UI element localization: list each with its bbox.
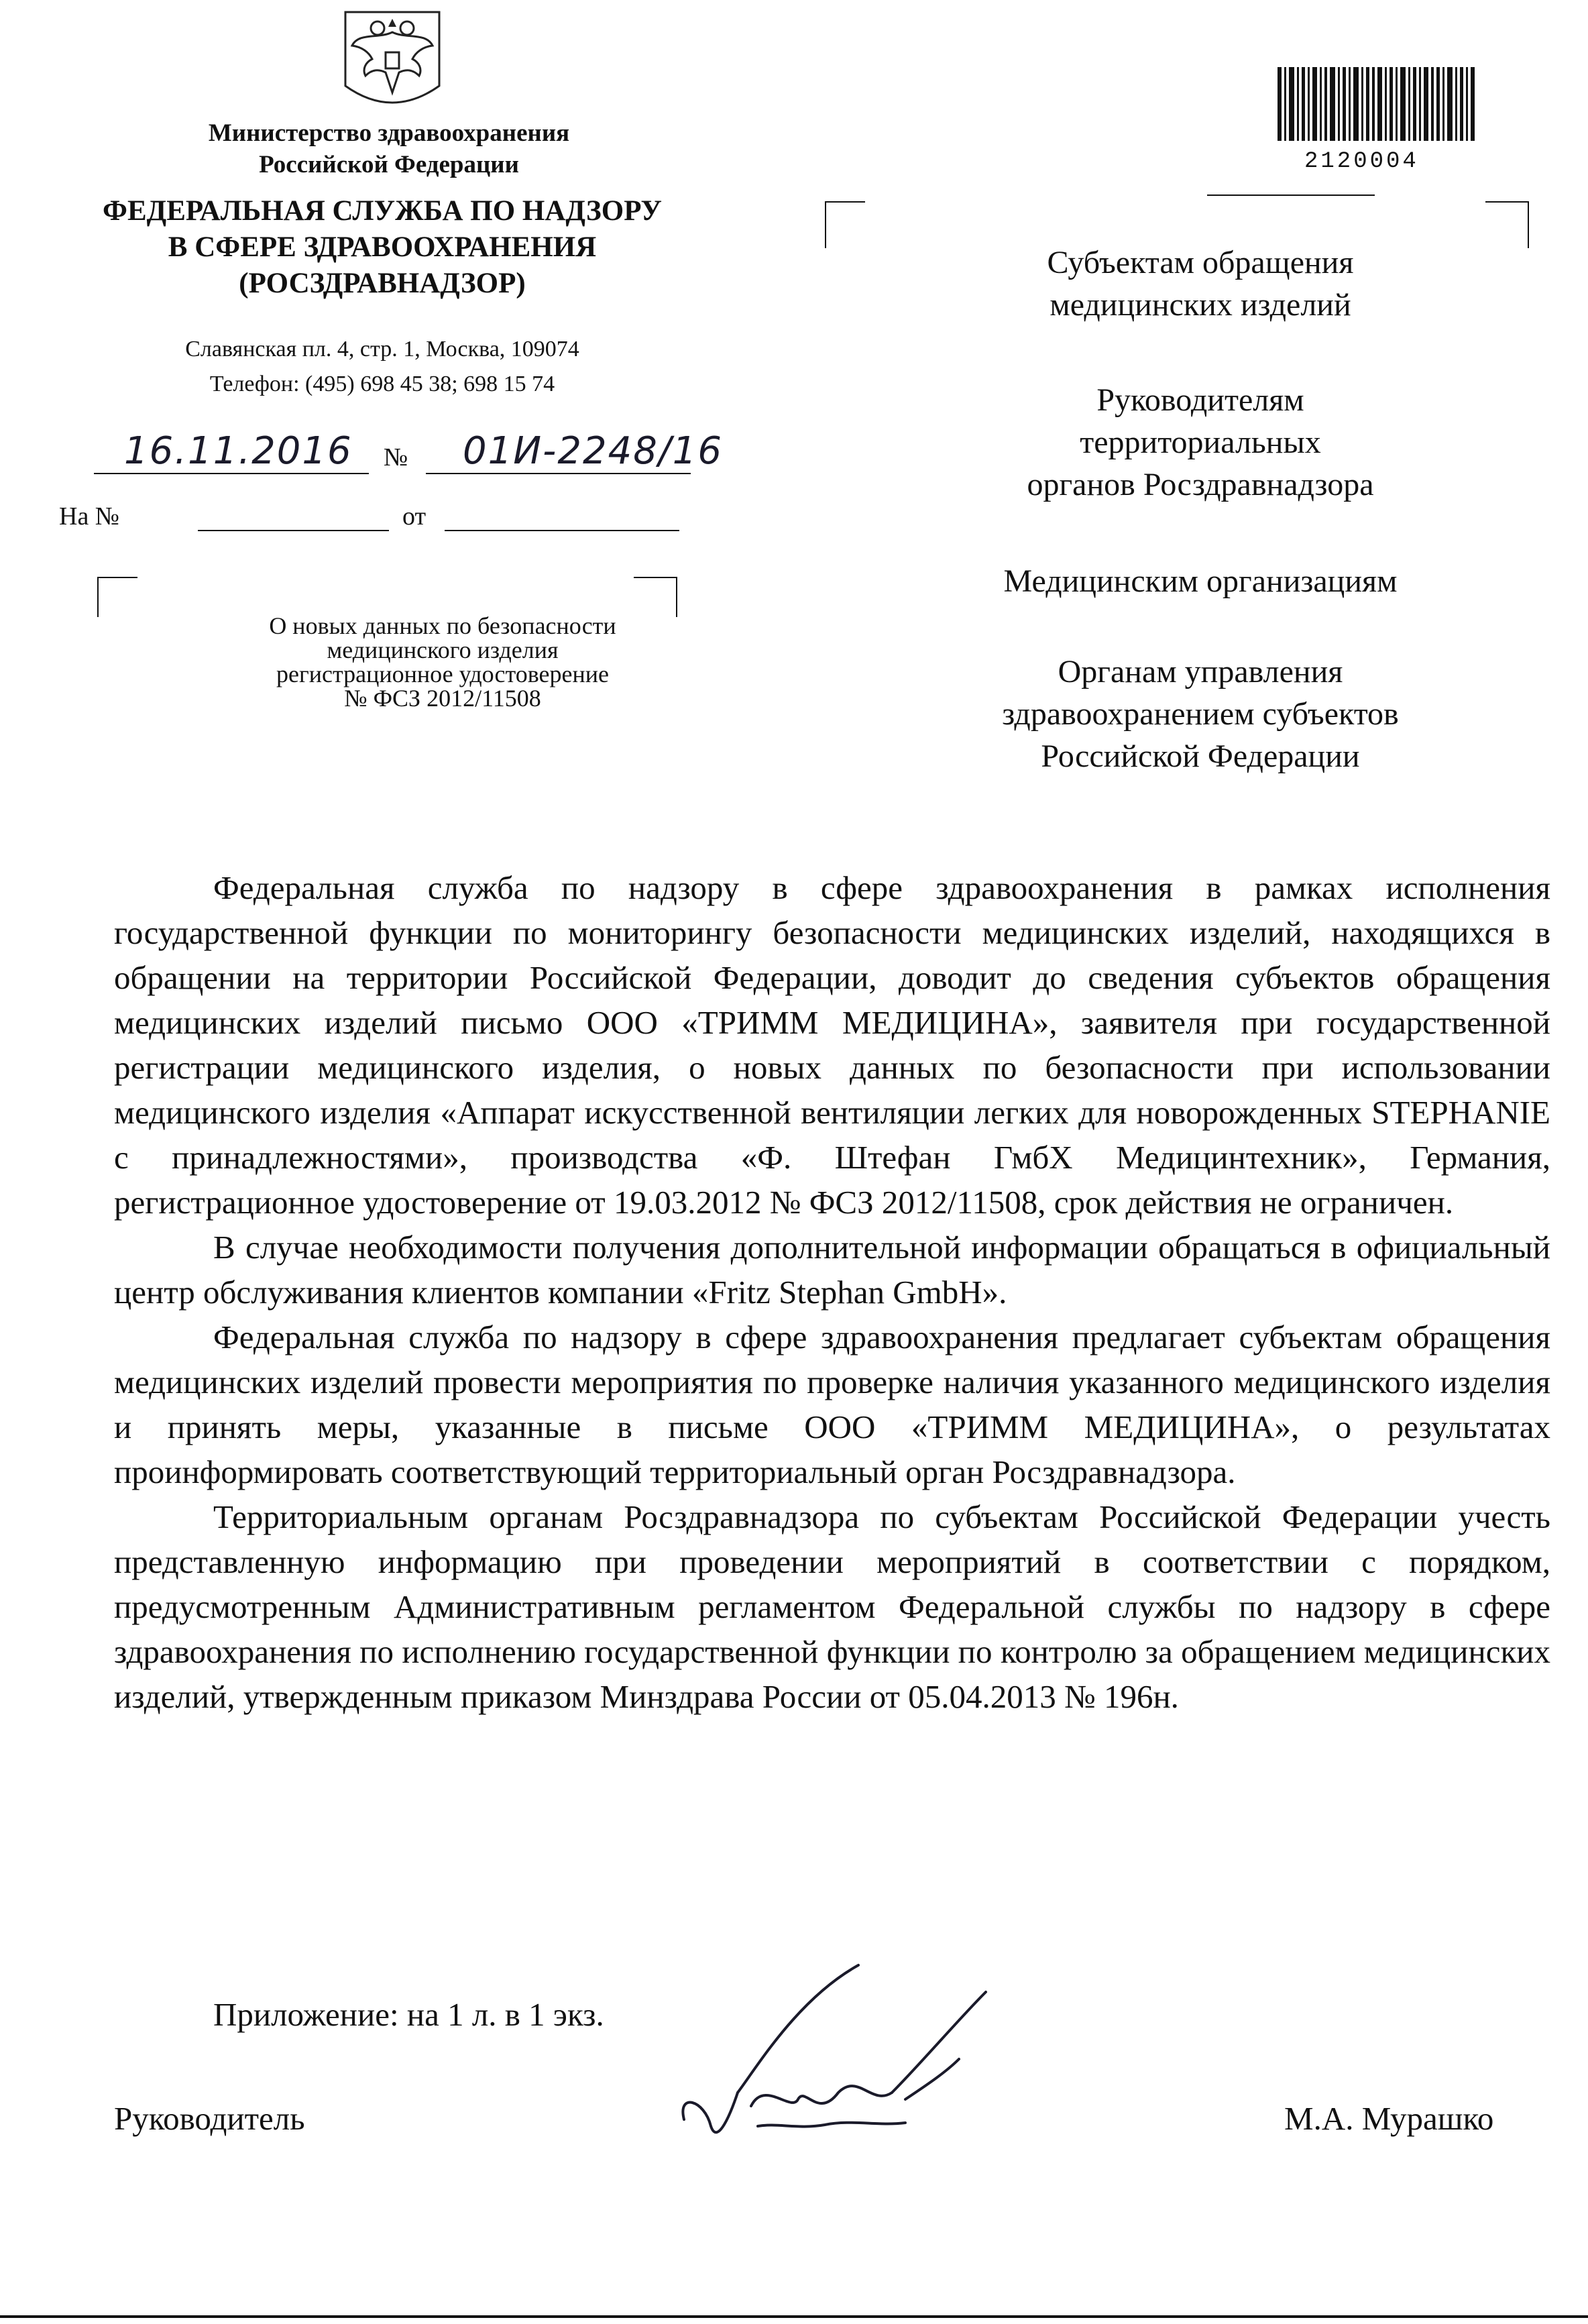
recipient-group-4: Органам управления здравоохранением субъектов Российской Федерации — [1002, 654, 1399, 774]
recipient-top-rule — [1207, 195, 1375, 196]
recipient-bracket-top-right — [1485, 201, 1529, 203]
body-paragraph-4: Территориальным органам Росздравнадзора по субъектам Российской Федерации учесть представленную информацию при проведении мероприятий в соответствии с порядком, предусмотренным Административным регламентом Федеральной службы по надзору в сфере здравоохранения по исполнению государственной функции по контролю за обращением медицинских изделий, утвержденным приказом Минздрава России от 05.04.2013 № 196н. — [114, 1498, 1550, 1715]
recipient-group-2: Руководителям территориальных органов Росздравнадзора — [1027, 382, 1374, 502]
ref-number-label: На № — [59, 502, 120, 531]
number-underline — [426, 473, 691, 474]
subject-bracket-top-left — [97, 577, 137, 578]
number-sign: № — [384, 443, 408, 472]
barcode — [1278, 67, 1475, 148]
ministry-name: Министерство здравоохранения Российской Федерации — [208, 119, 570, 178]
ref-number-line — [198, 530, 389, 531]
recipient-group-1: Субъектам обращения медицинских изделий — [1047, 245, 1354, 323]
handwritten-signature — [664, 1958, 1039, 2160]
ref-from-label: от — [402, 502, 427, 531]
body-paragraph-1: Федеральная служба по надзору в сфере здравоохранения в рамках исполнения государственной функции по мониторингу безопасности медицинских изделий, находящихся в обращении на территории Российской Федерации, доводит до сведения субъектов обращения медицинских изделий письмо ООО «ТРИММ МЕДИЦИНА», заявителя при государственной регистрации медицинского изделия, о новых данных по безопасности при использовании медицинского изделия «Аппарат искусственной вентиляции легких для новорожденных STEPHANIE с принадлежностями», производства «Ф. Штефан ГмбХ Медицинтехник», Германия, регистрационное удостоверение от 19.03.2012 № ФСЗ 2012/11508, срок действия не ограничен. — [114, 869, 1550, 1221]
signature-icon — [664, 1958, 1039, 2160]
letter-body — [114, 865, 1550, 1719]
coat-of-arms-emblem — [332, 5, 453, 116]
handwritten-number: 01И-2248/16 — [463, 429, 723, 473]
handwritten-date: 16.11.2016 — [124, 429, 353, 473]
attachment-note: Приложение: на 1 л. в 1 экз. — [213, 1996, 604, 2033]
subject-bracket-left — [97, 577, 99, 617]
body-paragraph-3: Федеральная служба по надзору в сфере здравоохранения предлагает субъектам обращения медицинских изделий провести мероприятия по проверке наличия указанного медицинского изделия и принять меры, указанные в письме ООО «ТРИММ МЕДИЦИНА», о результатах проинформировать соответствующий территориальный орган Росздравнадзора. — [114, 1319, 1550, 1490]
service-name: ФЕДЕРАЛЬНАЯ СЛУЖБА ПО НАДЗОРУ В СФЕРЕ ЗДРАВООХРАНЕНИЯ (РОСЗДРАВНАДЗОР) — [103, 195, 662, 299]
barcode-icon — [1278, 67, 1475, 148]
eagle-icon — [332, 5, 453, 116]
barcode-digits: 2120004 — [1304, 149, 1419, 174]
letter-subject: О новых данных по безопасности медицинского изделия регистрационное удостоверение № ФСЗ 2012/11508 — [269, 612, 616, 712]
recipient-bracket-left — [825, 201, 826, 248]
signatory-position: Руководитель — [114, 2100, 305, 2137]
signatory-name: М.А. Мурашко — [1284, 2100, 1494, 2137]
page-bottom-edge — [0, 2315, 1588, 2318]
ref-from-line — [445, 530, 679, 531]
service-address: Славянская пл. 4, стр. 1, Москва, 109074 Телефон: (495) 698 45 38; 698 15 74 — [185, 337, 579, 396]
body-paragraph-2: В случае необходимости получения дополнительной информации обращаться в официальный центр обслуживания клиентов компании «Fritz Stephan GmbH». — [114, 1229, 1550, 1311]
recipient-bracket-top-left — [825, 201, 865, 203]
subject-bracket-right — [676, 577, 677, 617]
recipient-group-3: Медицинским организациям — [1003, 563, 1398, 599]
date-underline — [94, 473, 369, 474]
subject-bracket-top-right — [634, 577, 677, 578]
